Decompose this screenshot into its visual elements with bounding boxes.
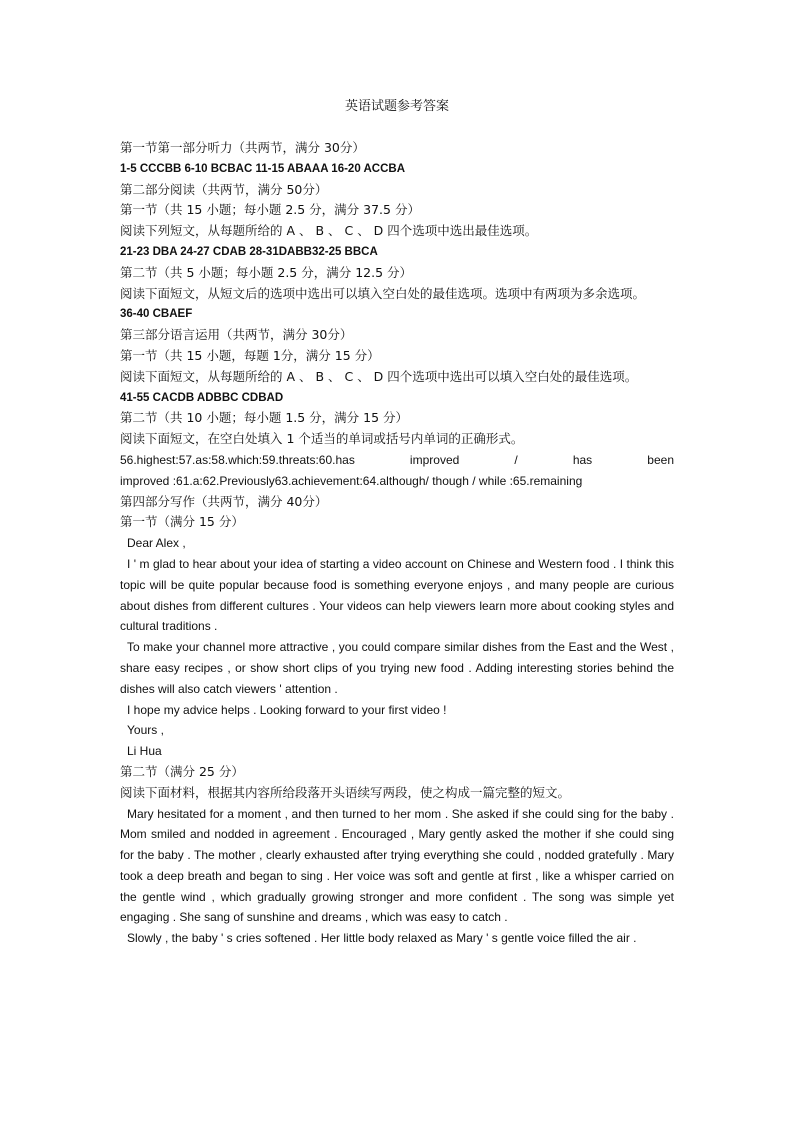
part3-section2-heading: 第二节（共 10 小题；每小题 1.5 分，满分 15 分） [120,410,409,426]
part2-section2-instruction: 阅读下面短文，从短文后的选项中选出可以填入空白处的最佳选项。选项中有两项为多余选项。 [120,285,646,301]
part1-heading: 第一节第一部分听力（共两节，满分 30分） [120,140,365,155]
part2-section1-heading: 第一节（共 15 小题；每小题 2.5 分，满分 37.5 分） [120,202,420,218]
part4-section2-heading: 第二节（满分 25 分） [120,763,244,779]
story-paragraph-1: Mary hesitated for a moment , and then turned to her mom . She asked if she could sing for the baby . Mom smiled and nodded in agreement . Encouraged , Mary gently asked the mother if she could sing for the baby . The mother , clearly exhausted after trying everything she could , nodded gratefully . Mary took a deep breath and began to sing . Her voice was soft and gentle at first , like a whisper carried on the gentle wind , which gradually growing stronger and more confident . The song was simple yet engaging . She sang of sunshine and dreams , which was easy to catch . [120,806,674,925]
document-title: 英语试题参考答案 [344,99,449,114]
part2-section1-answers: 21-23 DBA 24-27 CDAB 28-31DABB32-25 BBCA [120,245,378,258]
part4-section1-heading: 第一节（满分 15 分） [120,514,244,530]
part3-section1-answers: 41-55 CACDB ADBBC CDBAD [120,391,284,404]
letter-greeting: Dear Alex , [127,536,186,551]
part3-heading: 第三部分语言运用（共两节，满分 30分） [120,327,353,343]
part3-section1-instruction: 阅读下面短文，从每题所给的 A 、 B 、 C 、 D 四个选项中选出可以填入空白处的最佳选项。 [120,368,638,384]
story-paragraph-2: Slowly , the baby ' s cries softened . Her little body relaxed as Mary ' s gentle voice filled the air . [127,931,637,946]
letter-closing: Yours , [127,723,164,738]
part3-section2-instruction: 阅读下面短文，在空白处填入 1 个适当的单词或括号内单词的正确形式。 [120,431,524,447]
part4-section2-instruction: 阅读下面材料，根据其内容所给段落开头语续写两段，使之构成一篇完整的短文。 [120,784,571,800]
part3-section2-answers-line1: 56.highest:57.as:58.which:59.threats:60.has improved / has been [120,452,674,467]
part3-section2-answers-line2: improved :61.a:62.Previously63.achievement:64.although/ though / while :65.remaining [120,473,583,488]
part3-section1-heading: 第一节（共 15 小题，每题 1分，满分 15 分） [120,347,380,363]
part2-section2-heading: 第二节（共 5 小题；每小题 2.5 分，满分 12.5 分） [120,264,413,280]
part2-section2-answers: 36-40 CBAEF [120,308,193,321]
letter-paragraph-1: I ' m glad to hear about your idea of starting a video account on Chinese and Western food . I think this topic will be quite popular because food is something everyone enjoys , and many people are curious about dishes from different cultures . Your videos can help viewers learn more about cooking styles and cultural traditions . [120,556,674,634]
document-body [120,138,674,949]
part2-heading: 第二部分阅读（共两节，满分 50分） [120,181,328,197]
part2-section1-instruction: 阅读下列短文，从每题所给的 A 、 B 、 C 、 D 四个选项中选出最佳选项。 [120,223,538,239]
part4-heading: 第四部分写作（共两节，满分 40分） [120,493,328,509]
part1-answers: 1-5 CCCBB 6-10 BCBAC 11-15 ABAAA 16-20 ACCBA [120,162,406,175]
letter-paragraph-2: To make your channel more attractive , you could compare similar dishes from the East and the West , share easy recipes , or show short clips of you trying new food . Adding interesting stories behind the dishes will also catch viewers ' attention . [120,640,674,696]
letter-paragraph-3: I hope my advice helps . Looking forward to your first video ! [127,702,447,717]
letter-signature: Li Hua [127,744,162,759]
